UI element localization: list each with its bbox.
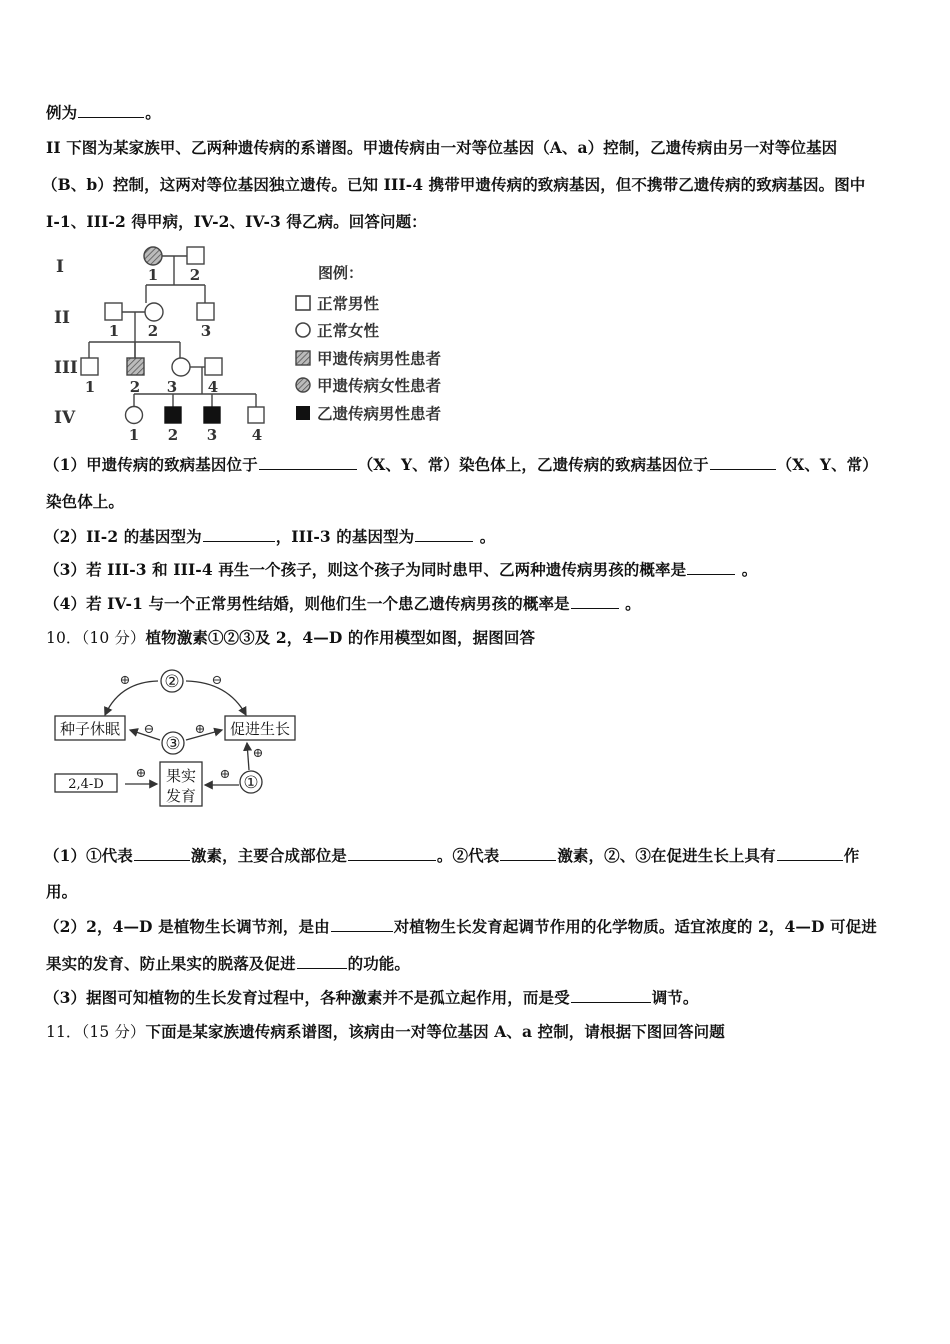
legend-title: 图例：: [318, 264, 364, 282]
answer-blank[interactable]: [710, 455, 776, 470]
answer-line-prev: [46, 103, 161, 123]
individual-number: 3: [166, 378, 178, 396]
square-filled-icon: [294, 404, 312, 422]
individual-IV-2: [165, 407, 181, 423]
q9-part1-line2: 染色体上。: [46, 492, 125, 511]
q10-stem: [46, 628, 535, 648]
individual-III-2: [127, 358, 144, 375]
individual-number: 3: [206, 426, 218, 444]
question-stem: 植物激素①②③及 2，4—D 的作用模型如图，据图回答: [145, 628, 536, 647]
individual-number: 2: [167, 426, 179, 444]
development-label: 发育: [165, 787, 197, 805]
legend-item-normal-male: [294, 289, 441, 317]
question-number: 11．: [46, 1023, 82, 1041]
hormone-3-label: ③: [165, 734, 181, 754]
answer-blank[interactable]: [331, 917, 393, 932]
text: 激素，主要合成部位是: [190, 846, 347, 865]
individual-number: 2: [189, 266, 201, 284]
intro-paragraph-line-3: I-1、III-2 得甲病，IV-2、IV-3 得乙病。回答问题：: [46, 212, 427, 231]
question-score: （15 分）: [81, 1023, 146, 1041]
answer-blank[interactable]: [297, 954, 347, 969]
square-hatched-icon: [294, 349, 312, 367]
answer-blank[interactable]: [500, 846, 556, 861]
answer-blank[interactable]: [78, 103, 144, 118]
q10-part1-line1: [44, 846, 859, 866]
text: （4）若 IV-1 与一个正常男性结婚，则他们生一个患乙遗传病男孩的概率是: [44, 594, 570, 613]
individual-number: 3: [200, 322, 212, 340]
text: 对植物生长发育起调节作用的化学物质。适宜浓度的 2，4—D 可促进: [393, 917, 877, 936]
answer-blank[interactable]: [415, 527, 473, 542]
question-stem: 下面是某家族遗传病系谱图，该病由一对等位基因 A、a 控制，请根据下图回答问题: [145, 1022, 725, 1041]
text: ，III-3 的基因型为: [275, 527, 415, 546]
question-score: （10 分）: [81, 629, 146, 647]
text: 的功能。: [347, 954, 411, 973]
circle-empty-icon: [294, 321, 312, 339]
text: （3）若 III-3 和 III-4 再生一个孩子，则这个孩子为同时患甲、乙两种遗传病男孩的概率是: [44, 560, 687, 579]
plus-sign-icon: ⊕: [135, 766, 147, 781]
pedigree-chart: [50, 240, 280, 445]
answer-blank[interactable]: [348, 846, 436, 861]
minus-sign-icon: ⊖: [143, 722, 155, 737]
individual-number: 1: [128, 426, 140, 444]
text: （X、Y、常）染色体上，乙遗传病的致病基因位于: [357, 455, 709, 474]
text: 果实的发育、防止果实的脱落及促进: [46, 954, 296, 973]
legend-item-normal-female: [294, 317, 441, 345]
text: （3）据图可知植物的生长发育过程中，各种激素并不是孤立起作用，而是受: [44, 988, 570, 1007]
plus-sign-icon: ⊕: [252, 746, 264, 761]
hormone-1-label: ①: [243, 773, 259, 793]
individual-number: 2: [129, 378, 141, 396]
intro-paragraph-line-2: （B、b）控制，这两对等位基因独立遗传。已知 III-4 携带甲遗传病的致病基因，但不携带乙遗传病的致病基因。图中: [42, 175, 866, 194]
q9-part3: [44, 560, 757, 580]
fruit-label: 果实: [165, 767, 197, 785]
plus-sign-icon: ⊕: [119, 673, 131, 688]
generation-label-II: II: [54, 308, 70, 328]
individual-number: 4: [207, 378, 219, 396]
text: （2）2，4—D 是植物生长调节剂，是由: [44, 917, 330, 936]
individual-I-1: [144, 247, 162, 265]
text: 调节。: [651, 988, 699, 1007]
answer-blank[interactable]: [571, 988, 651, 1003]
text: （1）甲遗传病的致病基因位于: [44, 455, 258, 474]
legend-label: 正常男性: [317, 293, 380, 313]
individual-number: 1: [147, 266, 159, 284]
generation-label-III: III: [54, 358, 78, 378]
individual-II-3: [197, 303, 214, 320]
individual-number: 1: [84, 378, 96, 396]
q11-stem: [46, 1022, 725, 1042]
q9-part1-line1: [44, 455, 878, 475]
individual-III-1: [81, 358, 98, 375]
text: （1）①代表: [44, 846, 133, 865]
promote-growth-label: 促进生长: [229, 720, 291, 738]
plus-sign-icon: ⊕: [194, 722, 206, 737]
q10-part2-line2: [46, 954, 410, 974]
text: 。: [474, 527, 496, 546]
legend-item-b-male: [294, 399, 441, 427]
text: （X、Y、常）: [776, 455, 878, 474]
hormone-2-label: ②: [164, 672, 180, 692]
square-empty-icon: [294, 294, 312, 312]
generation-label-IV: IV: [54, 408, 76, 428]
legend-label: 甲遗传病女性患者: [317, 376, 442, 396]
text: 激素，②、③在促进生长上具有: [557, 846, 776, 865]
answer-blank[interactable]: [571, 594, 619, 609]
text: 。: [619, 594, 641, 613]
answer-blank[interactable]: [259, 455, 357, 470]
individual-number: 2: [147, 322, 159, 340]
text: （2）II-2 的基因型为: [44, 527, 202, 546]
seed-dormancy-label: 种子休眠: [59, 720, 121, 738]
legend-label: 甲遗传病男性患者: [317, 348, 442, 368]
text: 作: [843, 846, 860, 865]
individual-I-2: [187, 247, 204, 264]
pedigree-legend: [294, 262, 441, 427]
answer-blank[interactable]: [687, 560, 735, 575]
question-number: 10．: [46, 629, 82, 647]
text: 。②代表: [436, 846, 500, 865]
legend-label: 正常女性: [317, 321, 380, 341]
q10-part2-line1: [44, 917, 877, 937]
individual-IV-1: [126, 407, 143, 424]
individual-III-3: [172, 358, 190, 376]
q9-part4: [44, 594, 641, 614]
text: 。: [736, 560, 758, 579]
q9-part2: [44, 527, 495, 547]
individual-number: 4: [251, 426, 263, 444]
2-4-d-label: 2,4-D: [68, 777, 104, 792]
legend-label: 乙遗传病男性患者: [317, 403, 442, 423]
individual-IV-4: [248, 407, 264, 423]
individual-number: 1: [108, 322, 120, 340]
circle-hatched-icon: [294, 376, 312, 394]
answer-blank[interactable]: [777, 846, 843, 861]
individual-IV-3: [204, 407, 220, 423]
individual-III-4: [205, 358, 222, 375]
intro-paragraph-line-1: II 下图为某家族甲、乙两种遗传病的系谱图。甲遗传病由一对等位基因（A、a）控制，乙遗传病由另一对等位基因: [46, 138, 838, 157]
plus-sign-icon: ⊕: [219, 767, 231, 782]
text: 例为: [46, 103, 78, 122]
legend-item-a-female: [294, 372, 441, 400]
hormone-model-diagram: [50, 664, 300, 809]
individual-II-2: [145, 303, 163, 321]
generation-label-I: I: [56, 257, 64, 277]
answer-blank[interactable]: [203, 527, 275, 542]
q10-part1-line2: 用。: [46, 882, 78, 901]
individual-II-1: [105, 303, 122, 320]
legend-item-a-male: [294, 344, 441, 372]
minus-sign-icon: ⊖: [211, 673, 223, 688]
text: 。: [145, 103, 161, 122]
q10-part3: [44, 988, 699, 1008]
answer-blank[interactable]: [134, 846, 190, 861]
